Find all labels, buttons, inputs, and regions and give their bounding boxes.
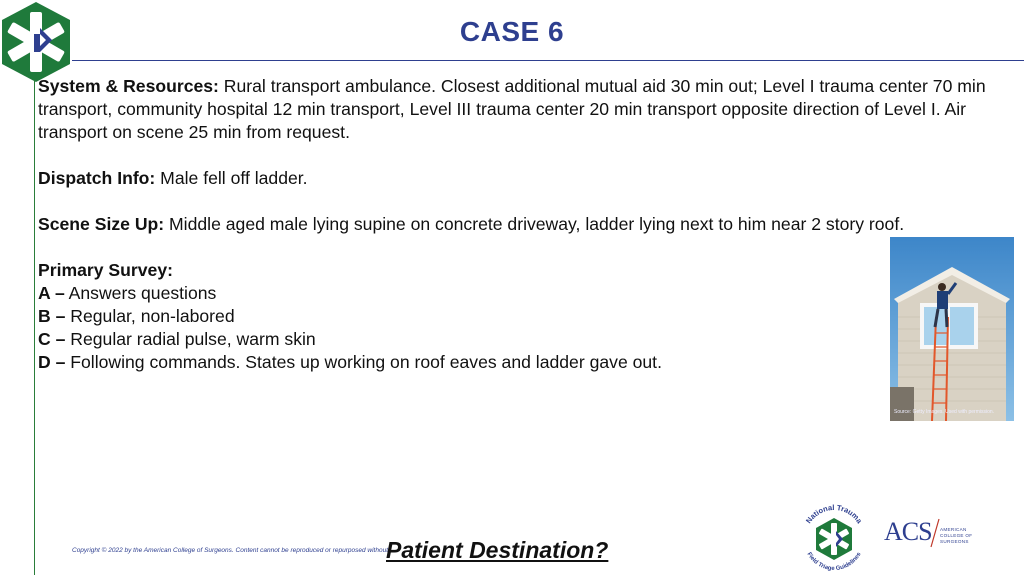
- survey-key-a: A –: [38, 283, 65, 303]
- survey-text-d: Following commands. States up working on roof eaves and ladder gave out.: [65, 352, 662, 372]
- case-content: [38, 75, 998, 397]
- header-divider: [72, 60, 1024, 61]
- dispatch-text: Male fell off ladder.: [155, 168, 308, 188]
- system-resources-text: Rural transport ambulance. Closest additional mutual aid 30 min out; Level I trauma center 70 min transport, community hospital 12 min transport, Level III trauma center 20 min transport opposite direction of Level I. Air transport on scene 25 min from request.: [38, 76, 986, 142]
- left-accent-line: [34, 80, 35, 575]
- primary-survey-label: Primary Survey:: [38, 260, 173, 280]
- primary-survey-paragraph: [38, 259, 998, 374]
- ladder-photo: [890, 237, 1014, 421]
- survey-key-b: B –: [38, 306, 66, 326]
- acs-slash-icon: [930, 517, 940, 549]
- survey-item-d: [38, 351, 998, 374]
- acs-logo-mark: ACS: [884, 517, 932, 546]
- page-title: CASE 6: [459, 16, 565, 47]
- survey-text-c: Regular radial pulse, warm skin: [65, 329, 316, 349]
- scene-paragraph: [38, 213, 948, 236]
- ntfg-logo-icon: [798, 500, 870, 575]
- dispatch-paragraph: [38, 167, 998, 190]
- system-resources-paragraph: [38, 75, 998, 144]
- patient-destination-question: Patient Destination?: [386, 537, 609, 563]
- survey-text-b: Regular, non-labored: [65, 306, 235, 326]
- survey-item-a: [38, 282, 998, 305]
- acs-logo-name: AMERICAN COLLEGE OF SURGEONS: [940, 527, 973, 544]
- ntfg-logo-bottom-text: Field Triage Guidelines: [805, 551, 863, 573]
- scene-text: Middle aged male lying supine on concrete driveway, ladder lying next to him near 2 story roof.: [164, 214, 905, 234]
- dispatch-label: Dispatch Info:: [38, 168, 156, 188]
- survey-text-a: Answers questions: [64, 283, 217, 303]
- survey-item-b: [38, 305, 998, 328]
- system-resources-label: System & Resources:: [38, 76, 219, 96]
- acs-logo: [884, 517, 996, 549]
- survey-key-c: C –: [38, 329, 66, 349]
- copyright-notice: Copyright © 2022 by the American College of Surgeons. Content cannot be reproduced or repurposed without: [72, 547, 389, 554]
- scene-label: Scene Size Up:: [38, 214, 165, 234]
- photo-credit: Source: Getty Images. Used with permission.: [894, 409, 995, 415]
- ntfg-logo-top-text: National Trauma: [803, 502, 865, 526]
- survey-key-d: D –: [38, 352, 66, 372]
- survey-item-c: [38, 328, 998, 351]
